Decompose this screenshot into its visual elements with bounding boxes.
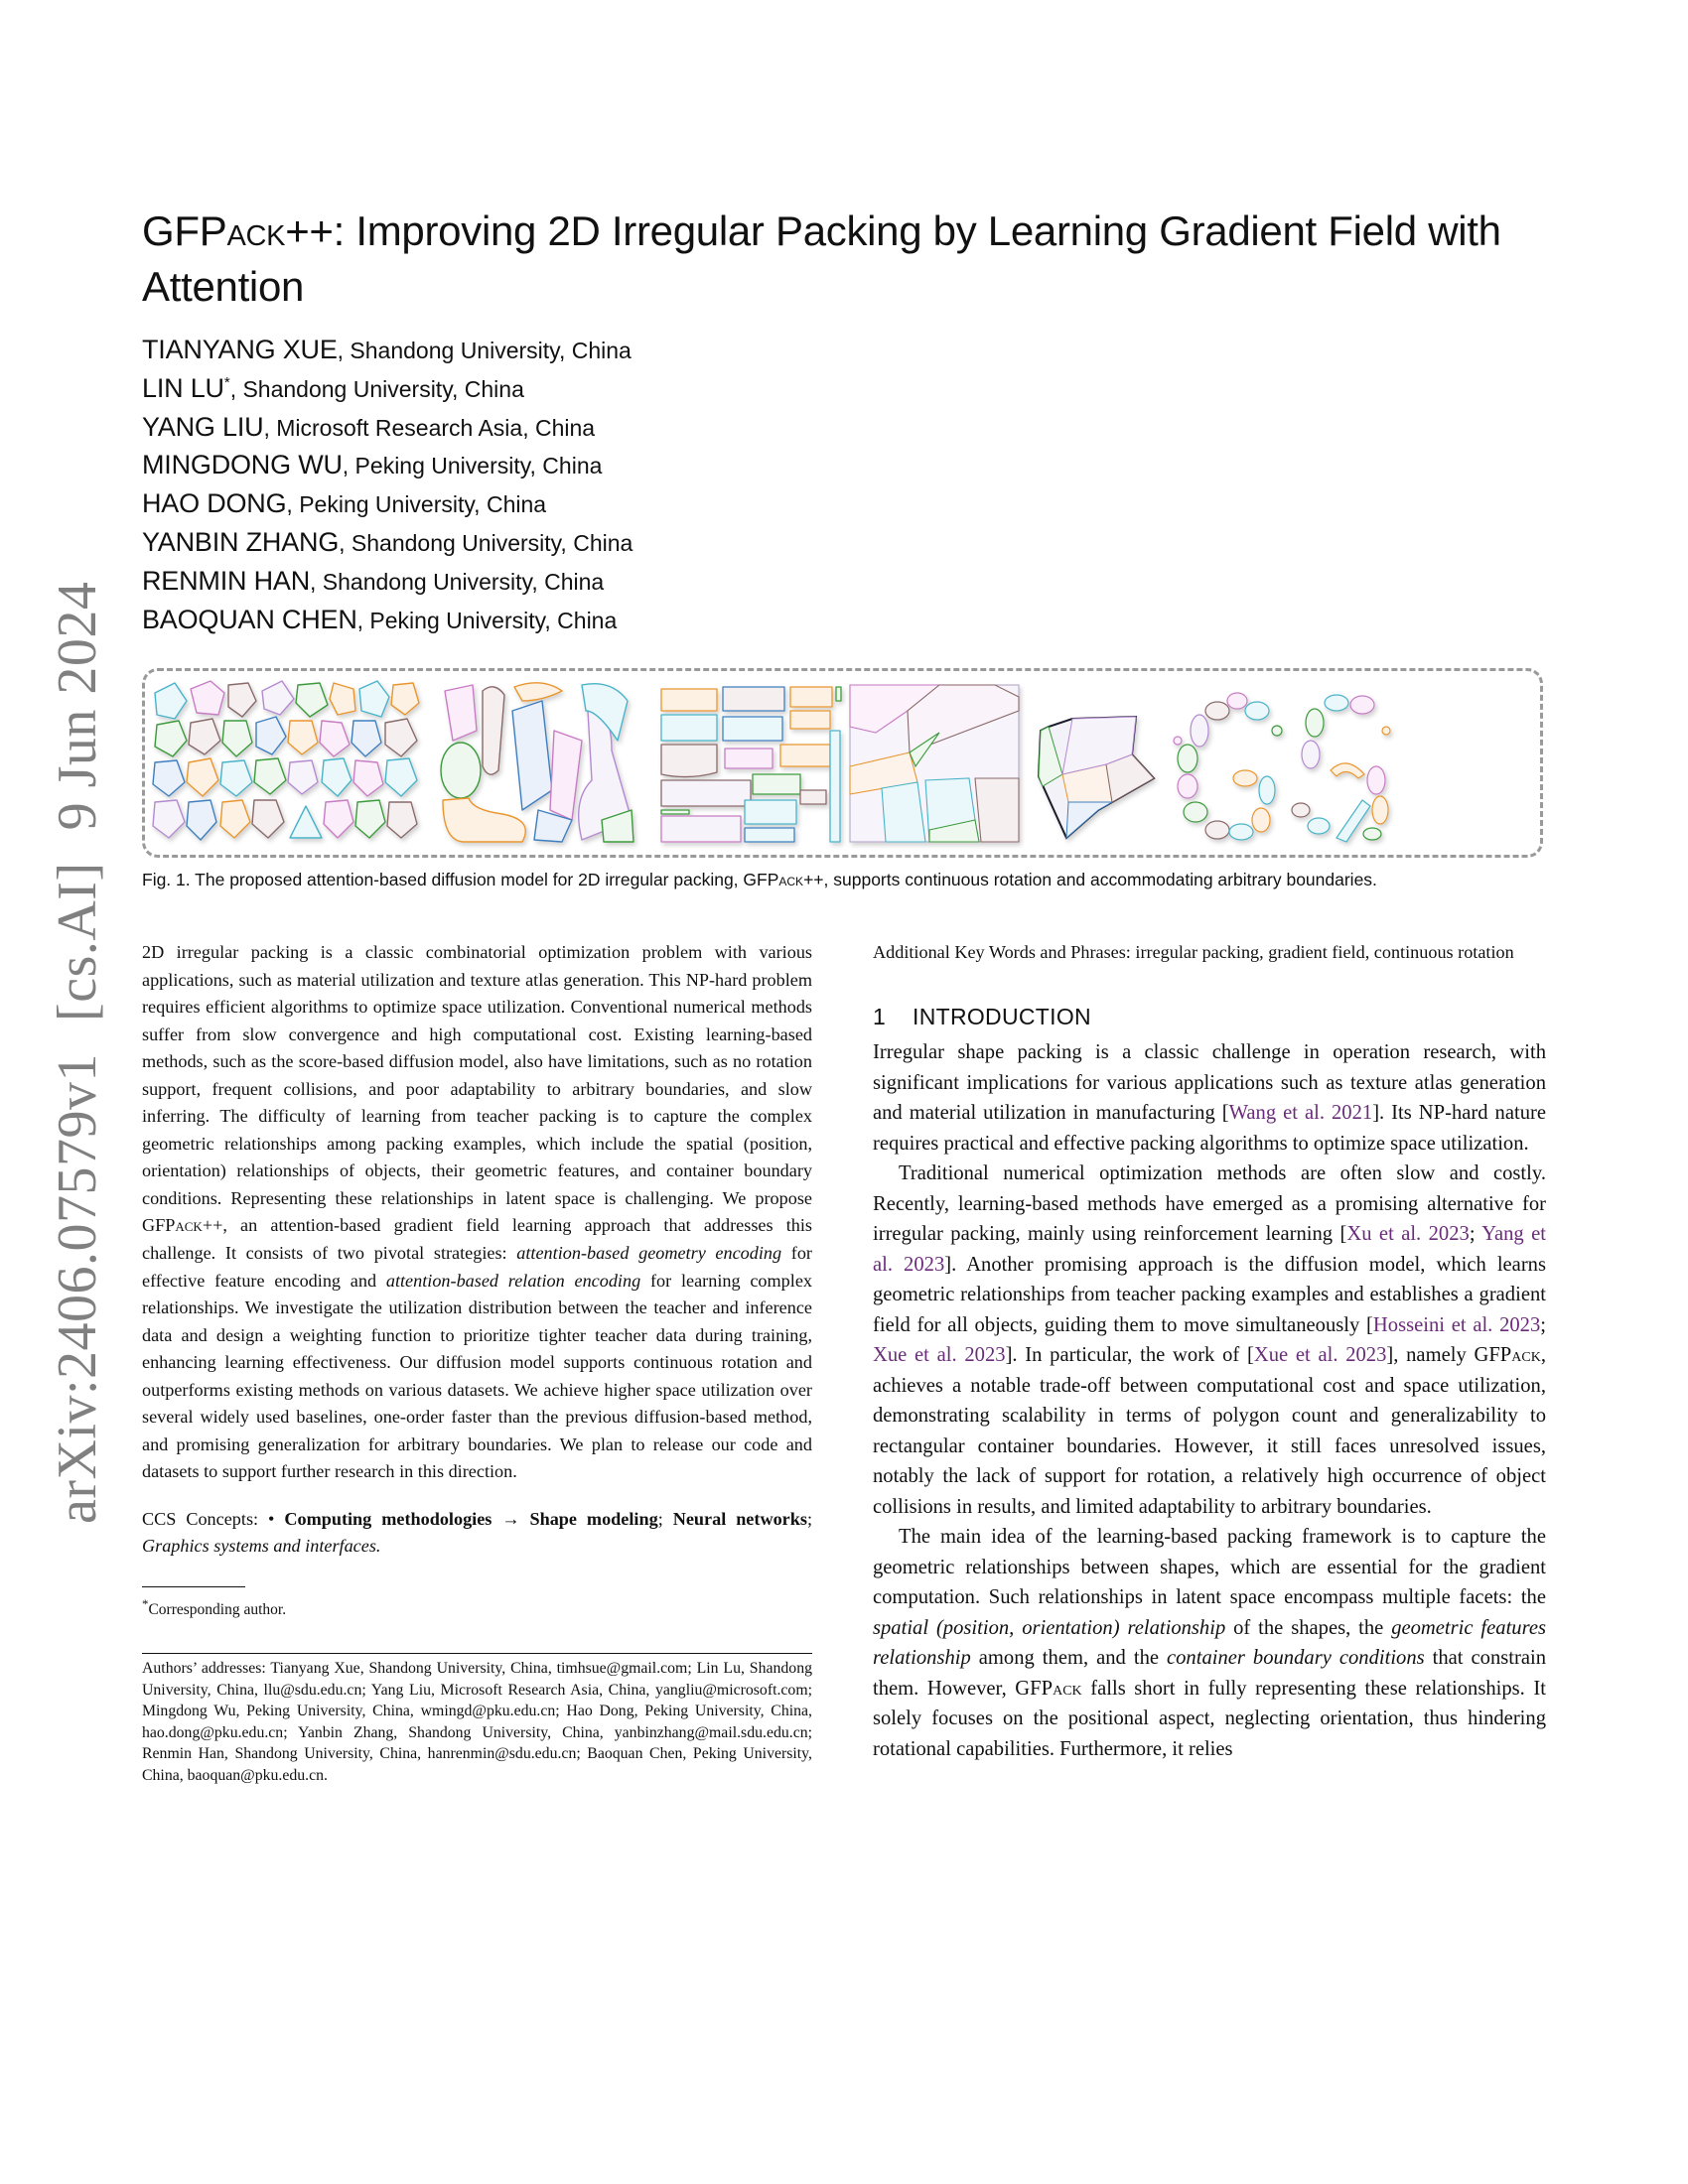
author-entry [142,369,1036,408]
author-entry [142,484,1036,523]
abstract-text: 2D irregular packing is a classic combinatorial optimization problem with various applications, such as material utilization and texture atlas generation. This NP-hard problem requires efficient algorithms to optimize space utilization. Conventional numerical methods suffer from slow convergence and high computational cost. Existing learning-based methods, such as the score-based diffusion model, also have limitations, such as no rotation support, frequent collisions, and poor adaptability to arbitrary boundaries, and slow inferring. The difficulty of learning from teacher packing is to capture the complex geometric relationships among packing examples, which include the spatial (position, orientation) relationships of objects, their geometric features, and container boundary conditions. Representing these relationships in latent space is challenging. We propose GFP [142,942,812,1236]
ccs-term: Computing methodologies [284,1508,492,1529]
author-affiliation: , Peking University, China [356,607,618,633]
ccs-term: Neural networks [672,1508,807,1529]
intro-paragraph [873,1159,1546,1522]
arxiv-stamp [47,581,108,1524]
title-smallcaps: ack [226,207,286,254]
body-emphasis: geometric features relationship [873,1616,1546,1669]
body-text: The main idea of the learning-based packing framework is to capture the geometric relationships between shapes, which are essential for the gradient computation. Such relationships in latent space encompass multiple facets: the [873,1526,1546,1608]
arxiv-date: 9 Jun 2024 [47,581,108,831]
abstract-emphasis: attention-based geometry encoding [516,1243,782,1264]
body-text: that constrain them. However, GFP [873,1647,1547,1700]
author-list [142,331,1036,638]
keywords: Additional Key Words and Phrases: irregular packing, gradient field, continuous rotation [873,942,1514,962]
author-entry [142,331,1036,369]
author-addresses: Authors’ addresses: Tianyang Xue, Shandong University, China, timhsue@gmail.com; Lin Lu, Shandong University, China, llu@sdu.edu.cn; Yang Liu, Microsoft Research Asia, China, yangliu@microsoft.com; Mingdong Wu, Peking University, China, wmingd@pku.edu.cn; Hao Dong, Peking University, China, hao.dong@pku.edu.cn; Yanbin Zhang, Shandong University, China, yanbinzhang@mail.sdu.edu.cn; Renmin Han, Shandong University, China, hanrenmin@sdu.edu.cn; Baoquan Chen, Peking University, China, baoquan@pku.edu.cn. [142,1660,812,1785]
panel-irregular-polygons [153,681,419,840]
footnote [142,1593,812,1621]
arrow-icon: → [492,1508,530,1529]
panel-garment-pieces [441,683,633,842]
right-column [873,939,1546,1764]
footnote-text: Corresponding author. [148,1601,287,1619]
footnote-mark: * [142,1595,149,1611]
author-affiliation: , Peking University, China [286,491,547,518]
author-name: BAOQUAN CHEN [142,604,357,634]
abstract-text: for learning complex relationships. We investigate the utilization distribution between the teacher and inference data and design a weighting function to prioritize tighter teacher data during training, enhancing learning effectiveness. Our diffusion model supports continuous rotation and outperforms existing methods on various datasets. We achieve higher space utilization over several widely used baselines, one-order faster than the previous diffusion-based method, and promising generalization for arbitrary boundaries. We plan to release our code and datasets to support further research in this direction. [142,1270,812,1482]
section-number: 1 [873,1004,887,1029]
author-name: TIANYANG XUE [142,335,338,364]
title-suffix: ++: Improving 2D Irregular Packing by Learning Gradient Field with Attention [142,207,1501,310]
author-affiliation: , Shandong University, China [229,375,524,402]
body-text: ]. In particular, the work of [ [1005,1344,1254,1366]
abstract [142,939,812,1486]
author-affiliation: , Shandong University, China [337,338,632,363]
letter-s [1292,695,1390,842]
arxiv-category: [cs.AI] [47,862,108,1022]
section-title: INTRODUCTION [913,1004,1091,1029]
ccs-separator: ; [806,1508,812,1529]
citation-link[interactable]: Yang et al. 2023 [873,1223,1547,1276]
author-affiliation: , Microsoft Research Asia, China [263,414,596,441]
ccs-separator: ; [657,1508,673,1529]
intro-paragraph [873,1522,1546,1764]
title-prefix: GFP [142,207,227,254]
abstract-emphasis: attention-based relation encoding [385,1270,641,1291]
body-text: ; [1540,1313,1546,1336]
body-text: of the shapes, the [1225,1616,1392,1639]
body-text: ]. Another promising approach is the diffusion model, which learns geometric relationships from teacher packing examples and establishes a gradient field for all objects, guiding them to move simultaneously [ [873,1253,1546,1336]
author-affiliation: , Peking University, China [342,453,603,479]
author-entry [142,523,1036,562]
body-text: Irregular shape packing is a classic challenge in operation research, with significant implications for various applications such as texture atlas generation and material utilization in manufacturing [ [873,1041,1546,1124]
citation-link[interactable]: Hosseini et al. 2023 [1372,1313,1541,1336]
abstract-text: , an attention-based gradient field learning approach that addresses this challenge. It consists of two pivotal strategies: [142,1215,812,1264]
body-smallcaps: ack [1053,1677,1082,1700]
body-text: ; [1469,1223,1482,1245]
body-text: among them, and the [970,1647,1167,1669]
panel-gs-letters [1174,693,1390,842]
corresponding-author-mark: * [223,373,230,391]
author-name: YANG LIU [142,411,264,442]
body-emphasis: container boundary conditions [1167,1647,1425,1669]
author-entry [142,408,1036,447]
body-text: falls short in fully representing these relationships. It solely focuses on the positional aspect, neglecting orientation, thus hindering rotational capabilities. Furthermore, it relies [873,1677,1547,1760]
author-name: MINGDONG WU [142,450,343,480]
figure-caption [142,869,1546,891]
caption-text: The proposed attention-based diffusion model for 2D irregular packing, GFP [190,870,779,889]
teaser-figure [142,668,1543,858]
author-name: YANBIN ZHANG [142,526,340,557]
abstract-text: for effective feature encoding and [142,1243,812,1291]
body-emphasis: spatial (position, orientation) relationship [873,1616,1226,1639]
body-text: ]. Its NP-hard nature requires practical and effective packing algorithms to optimize space utilization. [873,1102,1546,1155]
caption-text: , supports continuous rotation and accommodating arbitrary boundaries. [823,870,1377,889]
body-smallcaps: ack [1511,1344,1541,1366]
panel-texture-atlas [661,687,841,842]
author-entry [142,562,1036,601]
author-affiliation: , Shandong University, China [310,568,605,595]
footnote-divider [142,1586,245,1587]
citation-link[interactable]: Wang et al. 2021 [1228,1102,1373,1124]
arxiv-id[interactable]: arXiv:2406.07579v1 [47,1052,108,1524]
ccs-concepts [142,1506,812,1561]
caption-smallcaps: ack++ [778,870,824,889]
author-name: LIN LU [142,372,224,403]
citation-link[interactable]: Xue et al. 2023 [1253,1344,1387,1366]
panel-square-tiling [850,685,1019,842]
letter-g [1174,693,1282,840]
body-text: Traditional numerical optimization methods are often slow and costly. Recently, learning-based methods have emerged as a promising alternative for irregular packing, mainly using reinforcement learning [ [873,1162,1546,1245]
intro-paragraph [873,1037,1546,1159]
body-text: ], namely GFP [1386,1344,1512,1366]
ccs-term: Graphics systems and interfaces. [142,1536,381,1557]
author-entry [142,601,1036,639]
body-text: , achieves a notable trade-off between computational cost and space utilization, demonstrating scalability in terms of polygon count and generalizability to rectangular container boundaries. However, it still faces unresolved issues, notably the lack of support for rotation, a relatively high occurrence of object collisions in results, and limited adaptability to arbitrary boundaries. [873,1344,1546,1518]
abstract-smallcaps: ack++ [175,1215,223,1236]
citation-link[interactable]: Xu et al. 2023 [1346,1223,1470,1245]
addresses-divider [142,1653,812,1654]
left-column [142,939,812,1787]
author-entry [142,446,1036,484]
author-name: HAO DONG [142,488,287,519]
ccs-label: CCS Concepts: • [142,1508,285,1529]
citation-link[interactable]: Xue et al. 2023 [873,1344,1006,1366]
panel-arbitrary-boundary [1039,717,1154,838]
section-heading-introduction [873,1002,1546,1031]
author-affiliation: , Shandong University, China [339,529,633,556]
paper-title [142,204,1562,315]
figure-label: Fig. 1. [142,870,191,889]
ccs-term: Shape modeling [529,1508,658,1529]
author-name: RENMIN HAN [142,565,311,596]
